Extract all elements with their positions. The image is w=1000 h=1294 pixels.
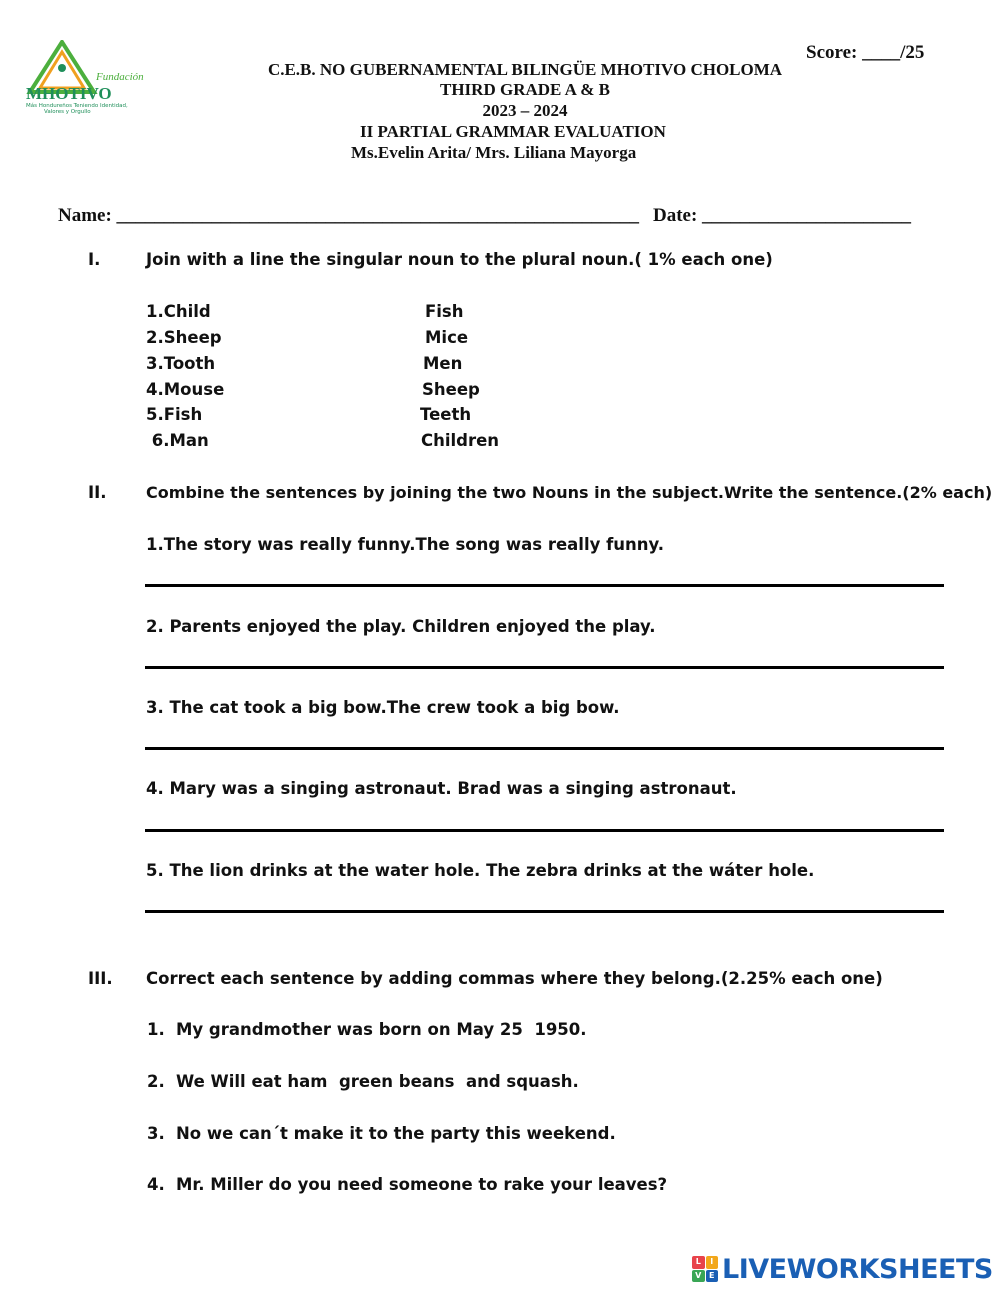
singular-noun[interactable]: 5.Fish — [146, 405, 203, 424]
icon-letter: I — [706, 1256, 719, 1269]
combine-sentence: 4. Mary was a singing astronaut. Brad was a singing astronaut. — [146, 779, 737, 798]
comma-sentence[interactable]: Mr. Miller do you need someone to rake your leaves? — [176, 1175, 668, 1194]
section3-instruction: Correct each sentence by adding commas where they belong.(2.25% each one) — [146, 969, 883, 988]
logo-tagline-2: Valores y Orgullo — [44, 109, 91, 115]
plural-noun[interactable]: Children — [421, 431, 500, 450]
section2-numeral: II. — [88, 483, 107, 502]
comma-sentence[interactable]: No we can´t make it to the party this weekend. — [176, 1124, 616, 1143]
combine-sentence: 5. The lion drinks at the water hole. The zebra drinks at the wáter hole. — [146, 861, 815, 880]
evaluation-title: II PARTIAL GRAMMAR EVALUATION — [360, 122, 666, 141]
combine-sentence: 3. The cat took a big bow.The crew took a big bow. — [146, 698, 620, 717]
comma-item-number: 4. — [147, 1175, 165, 1194]
date-field[interactable]: Date: ______________________ — [653, 205, 912, 226]
plural-noun[interactable]: Mice — [425, 328, 469, 347]
teachers-label: Ms.Evelin Arita/ Mrs. Liliana Mayorga — [351, 143, 637, 162]
singular-noun[interactable]: 4.Mouse — [146, 380, 225, 399]
section2-instruction: Combine the sentences by joining the two Nouns in the subject.Write the sentence.(2% each) — [146, 483, 993, 502]
comma-item-number: 1. — [147, 1020, 165, 1039]
year-label: 2023 – 2024 — [482, 101, 568, 120]
logo-name: MHOTIVO — [26, 84, 112, 103]
logo-tagline-1: Más Hondureños Teniendo Identidad, — [26, 103, 128, 109]
combine-sentence: 2. Parents enjoyed the play. Children enjoyed the play. — [146, 617, 656, 636]
section1-instruction: Join with a line the singular noun to the plural noun.( 1% each one) — [146, 250, 773, 269]
plural-noun[interactable]: Men — [423, 354, 463, 373]
plural-noun[interactable]: Teeth — [420, 405, 472, 424]
singular-noun[interactable]: 3.Tooth — [146, 354, 216, 373]
comma-sentence[interactable]: We Will eat ham green beans and squash. — [176, 1072, 579, 1091]
icon-letter: L — [692, 1256, 705, 1269]
answer-line[interactable] — [145, 747, 944, 750]
singular-noun[interactable]: 6.Man — [146, 431, 209, 450]
combine-sentence: 1.The story was really funny.The song was really funny. — [146, 535, 665, 554]
name-field[interactable]: Name: _______________________________________________________ — [58, 205, 640, 226]
singular-noun[interactable]: 2.Sheep — [146, 328, 222, 347]
icon-letter: E — [706, 1270, 719, 1283]
section3-numeral: III. — [88, 969, 113, 988]
comma-item-number: 2. — [147, 1072, 165, 1091]
answer-line[interactable] — [145, 829, 944, 832]
logo-top-text: Fundación — [96, 71, 144, 83]
section1-numeral: I. — [88, 250, 101, 269]
comma-sentence[interactable]: My grandmother was born on May 25 1950. — [176, 1020, 587, 1039]
plural-noun[interactable]: Sheep — [422, 380, 480, 399]
grade-label: THIRD GRADE A & B — [439, 80, 611, 99]
singular-noun[interactable]: 1.Child — [146, 302, 211, 321]
answer-line[interactable] — [145, 666, 944, 669]
comma-item-number: 3. — [147, 1124, 165, 1143]
score-label: Score: ____/25 — [806, 42, 925, 63]
icon-letter: V — [692, 1270, 705, 1283]
school-name: C.E.B. NO GUBERNAMENTAL BILINGÜE MHOTIVO CHOLOMA — [267, 60, 783, 79]
answer-line[interactable] — [145, 910, 944, 913]
answer-line[interactable] — [145, 584, 944, 587]
liveworksheets-icon — [692, 1256, 718, 1282]
plural-noun[interactable]: Fish — [425, 302, 464, 321]
liveworksheets-brand[interactable] — [692, 1254, 993, 1284]
liveworksheets-wordmark: LIVEWORKSHEETS — [722, 1253, 993, 1285]
